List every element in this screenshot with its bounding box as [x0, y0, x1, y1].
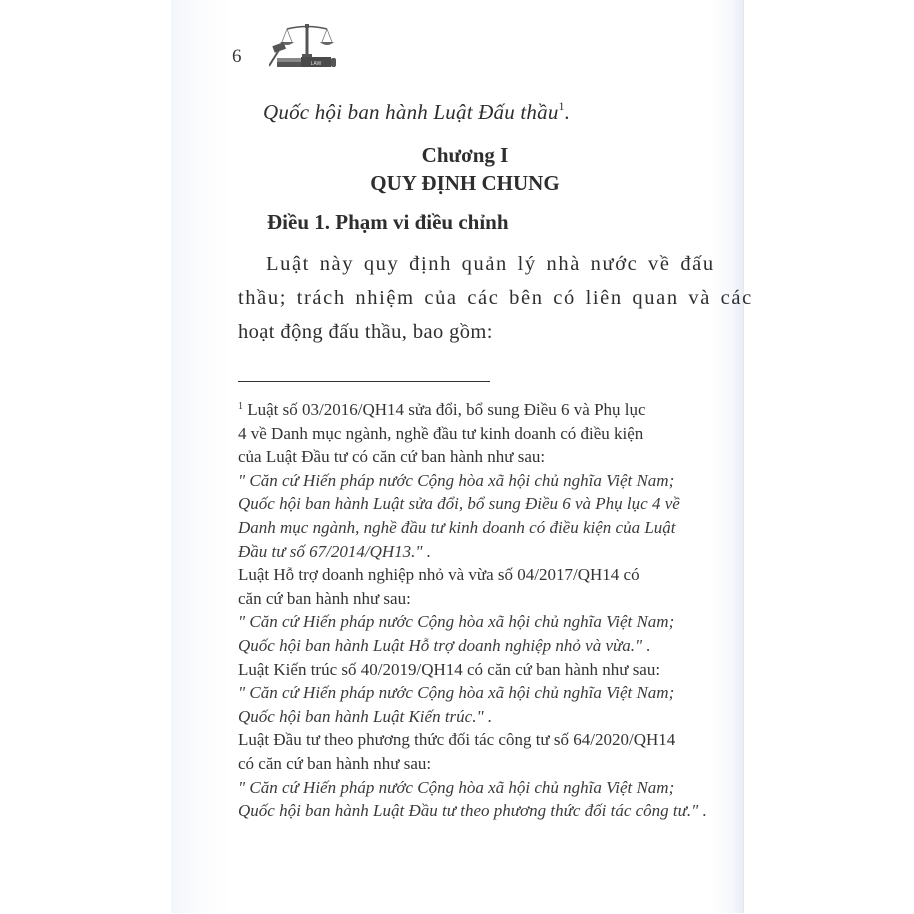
footnote-quote-line: Đầu tư số 67/2014/QH13." . — [238, 541, 432, 561]
footnote-block — [238, 395, 738, 823]
article-heading: Điều 1. Phạm vi điều chỉnh — [267, 210, 509, 234]
footnote-quote-line: Quốc hội ban hành Luật Kiến trúc." . — [238, 706, 493, 726]
enactment-statement — [263, 99, 570, 125]
footnote-line: Luật Hỗ trợ doanh nghiệp nhỏ và vừa số 04/2017/QH14 có — [238, 565, 640, 585]
footnote-quote-line: " Căn cứ Hiến pháp nước Cộng hòa xã hội chủ nghĩa Việt Nam; — [238, 470, 675, 490]
footnote-line: Luật Đầu tư theo phương thức đối tác công tư số 64/2020/QH14 — [238, 730, 676, 750]
footnote-quote-line: " Căn cứ Hiến pháp nước Cộng hòa xã hội chủ nghĩa Việt Nam; — [238, 683, 675, 703]
article-body — [238, 247, 753, 349]
enactment-text: Quốc hội ban hành Luật Đấu thầu — [263, 100, 559, 124]
article-line: hoạt động đấu thầu, bao gồm: — [238, 321, 493, 343]
page-number: 6 — [232, 46, 242, 67]
footnote-line: 4 về Danh mục ngành, nghề đầu tư kinh doanh có điều kiện — [238, 423, 644, 443]
chapter-number: Chương I — [421, 143, 509, 167]
footnote-line: $^1$ Luật số 03/2016/QH14 sửa đổi, bổ sung Điều 6 và Phụ lục — [238, 400, 646, 419]
svg-text:LAW: LAW — [310, 61, 322, 67]
footnote-reference: 1 — [558, 99, 565, 113]
footnote-quote-line: " Căn cứ Hiến pháp nước Cộng hòa xã hội chủ nghĩa Việt Nam; — [238, 612, 675, 632]
footnote-quote-line: Quốc hội ban hành Luật Hỗ trợ doanh nghiệp nhỏ và vừa." . — [238, 635, 651, 655]
enactment-end: . — [564, 100, 571, 124]
footnote-quote-line: " Căn cứ Hiến pháp nước Cộng hòa xã hội chủ nghĩa Việt Nam; — [238, 777, 675, 797]
footnote-line: có căn cứ ban hành như sau: — [238, 753, 432, 773]
footnote-quote-line: Quốc hội ban hành Luật Đầu tư theo phương thức đối tác công tư." . — [238, 801, 707, 821]
article-line: thầu; trách nhiệm của các bên có liên quan và các — [238, 287, 753, 309]
footnote-line: căn cứ ban hành như sau: — [238, 588, 411, 608]
chapter-title: QUY ĐỊNH CHUNG — [370, 171, 560, 195]
footnote-marker: 1 — [238, 401, 243, 412]
footnote-line: Luật Kiến trúc số 40/2019/QH14 có căn cứ ban hành như sau: — [238, 659, 661, 679]
footnote-divider — [238, 381, 490, 382]
article-line: Luật này quy định quản lý nhà nước về đấu — [266, 253, 715, 275]
footnote-quote-line: Quốc hội ban hành Luật sửa đổi, bổ sung Điều 6 và Phụ lục 4 về — [238, 494, 680, 514]
footnote-quote-line: Danh mục ngành, nghề đầu tư kinh doanh có điều kiện của Luật — [238, 517, 676, 537]
book-page — [171, 0, 753, 913]
footnote-line: của Luật Đầu tư có căn cứ ban hành như sau: — [238, 447, 546, 467]
scales-gavel-law-book-icon — [269, 20, 349, 72]
